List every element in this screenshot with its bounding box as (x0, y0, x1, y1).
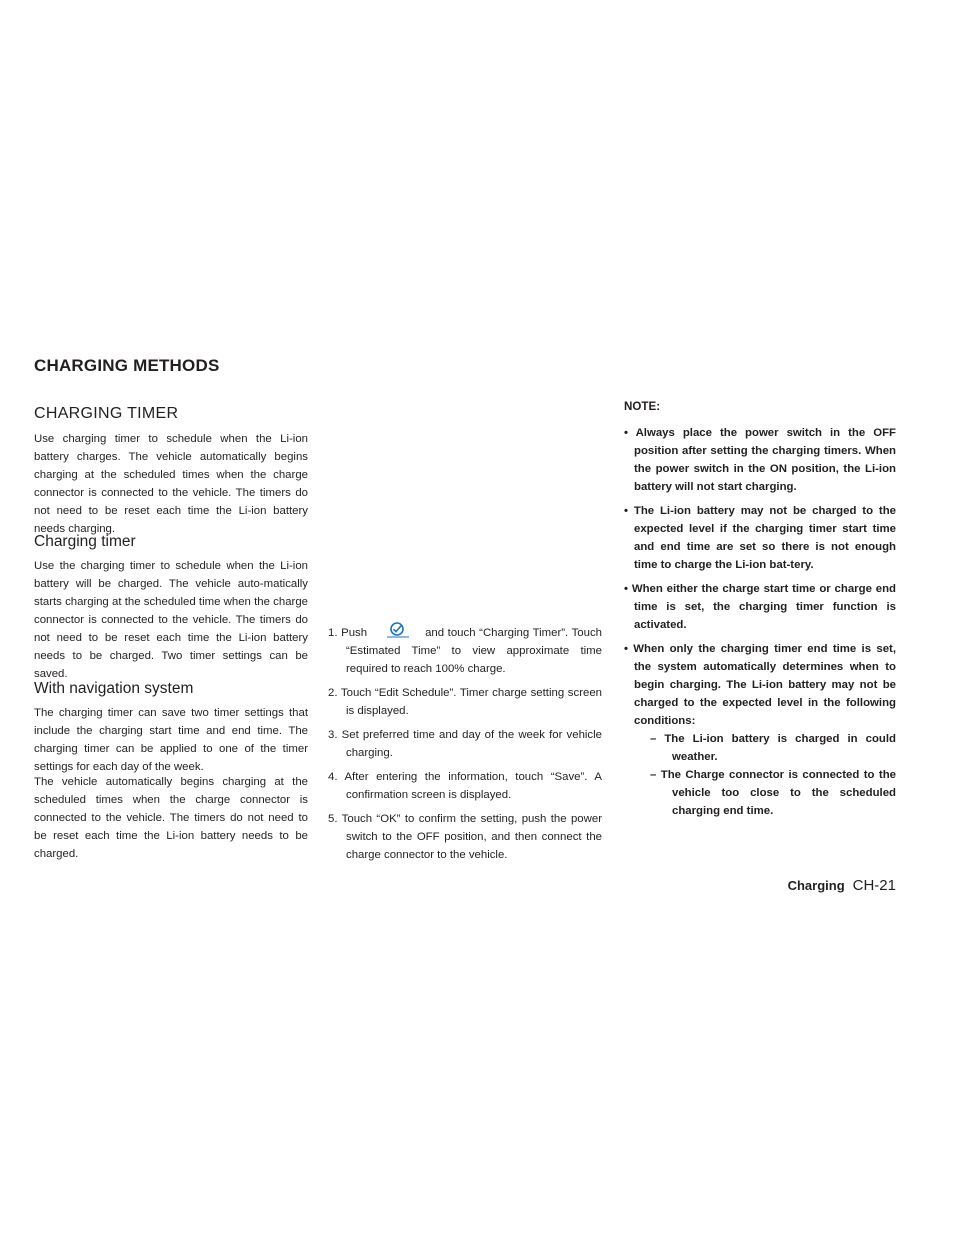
note-list (624, 424, 896, 826)
note-item-4-text: • When only the charging timer end time is set, the system automatically determines when to begin charging. The Li-ion battery may not be charged to the expected level in the following conditions: (624, 643, 896, 727)
note-title: NOTE: (624, 400, 661, 413)
step-1-suffix: and touch “Charging Timer”. Touch “Estimated Time” to view approximate time required to reach 100% charge. (346, 627, 602, 675)
note-sublist (634, 730, 896, 820)
heading-charging-timer: Charging timer (34, 533, 136, 550)
step-3: 3. Set preferred time and day of the week for vehicle charging. (328, 729, 602, 759)
step-1-prefix: 1. Push (328, 627, 368, 639)
navigation-paragraph-1: The charging timer can save two timer settings that include the charging start time and end time. The charging timer can be applied to one of the timer settings for each day of the week. (34, 707, 308, 773)
note-item-2: • The Li-ion battery may not be charged to the expected level if the charging timer start time and end time are set so there is not enough time to charge the Li-ion bat-tery. (624, 505, 896, 571)
footer-chapter: Charging (787, 878, 845, 893)
note-item-3: • When either the charge start time or charge end time is set, the charging timer function is activated. (624, 583, 896, 631)
section-title: CHARGING METHODS (34, 356, 220, 375)
step-5: 5. Touch “OK” to confirm the setting, push the power switch to the OFF position, and then connect the charge connector to the vehicle. (328, 813, 602, 861)
intro-paragraph: Use charging timer to schedule when the Li-ion battery charges. The vehicle automatically begins charging at the scheduled times when the charge connector is connected to the vehicle. The timers do not need to be reset each time the Li-ion battery needs charging. (34, 433, 308, 535)
navigation-paragraph-2: The vehicle automatically begins charging at the scheduled times when the charge connector is connected to the vehicle. The timers do not need to be reset each time the Li-ion battery needs to be charged. (34, 776, 308, 860)
step-list (328, 622, 602, 870)
page-footer (788, 877, 896, 894)
zero-emission-icon (387, 622, 409, 636)
step-1 (328, 622, 602, 678)
heading-with-navigation: With navigation system (34, 680, 194, 697)
note-subitem-2: – The Charge connector is connected to the vehicle too close to the scheduled charging end time. (650, 769, 896, 817)
charging-timer-paragraph: Use the charging timer to schedule when the Li-ion battery will be charged. The vehicle auto-matically starts charging at the scheduled time when the charge connector is connected to the vehicle. The timers do not need to be reset each time the Li-ion battery needs to be charged. Two timer settings can be saved. (34, 560, 308, 680)
heading-charging-timer-caps: CHARGING TIMER (34, 405, 179, 422)
footer-page-number: CH-21 (852, 877, 896, 894)
note-item-4 (624, 640, 896, 820)
note-subitem-1: – The Li-ion battery is charged in could weather. (650, 733, 896, 763)
step-4: 4. After entering the information, touch “Save”. A confirmation screen is displayed. (328, 771, 602, 801)
note-item-1: • Always place the power switch in the OFF position after setting the charging timers. When the power switch in the ON position, the Li-ion battery will not start charging. (624, 427, 896, 493)
step-2: 2. Touch “Edit Schedule”. Timer charge setting screen is displayed. (328, 687, 602, 717)
